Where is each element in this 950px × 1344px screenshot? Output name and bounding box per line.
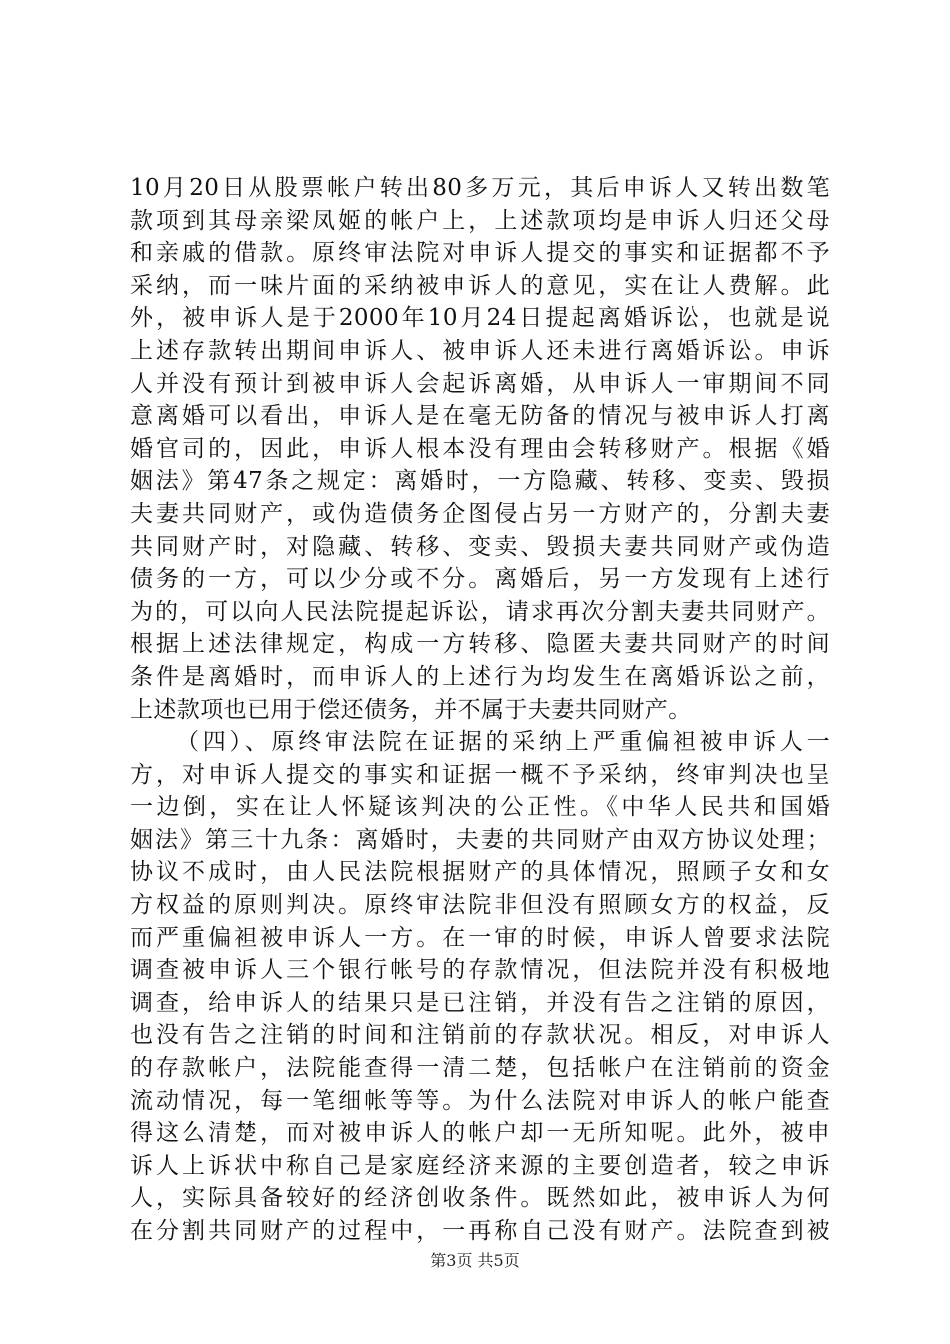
text-line: 夫妻共同财产，或伪造债务企图侵占另一方财产的，分割夫妻	[130, 500, 830, 527]
text-line: 上述存款转出期间申诉人、被申诉人还未进行离婚诉讼。申诉	[130, 337, 830, 364]
text-line: 债务的一方，可以少分或不分。离婚后，另一方发现有上述行	[130, 566, 830, 593]
text-line: 的存款帐户，法院能查得一清二楚，包括帐户在注销前的资金	[130, 1055, 830, 1082]
text-line: 采纳，而一味片面的采纳被申诉人的意见，实在让人费解。此	[130, 272, 830, 299]
text-line: 人，实际具备较好的经济创收条件。既然如此，被申诉人为何	[130, 1185, 830, 1212]
paragraph-2	[130, 726, 830, 1248]
paragraph-1	[130, 172, 830, 726]
text-line: 调查被申诉人三个银行帐号的存款情况，但法院并没有积极地	[130, 957, 830, 984]
text-line: 在分割共同财产的过程中，一再称自己没有财产。法院查到被	[130, 1218, 830, 1244]
text-line: 条件是离婚时，而申诉人的上述行为均发生在离婚诉讼之前，	[130, 663, 830, 690]
text-line: 和亲戚的借款。原终审法院对申诉人提交的事实和证据都不予	[130, 240, 830, 267]
text-line: 诉人上诉状中称自己是家庭经济来源的主要创造者，较之申诉	[130, 1152, 830, 1179]
text-line: （四）、原终审法院在证据的采纳上严重偏袒被申诉人一	[176, 729, 830, 756]
text-line: 上述款项也已用于偿还债务，并不属于夫妻共同财产。	[130, 696, 692, 723]
text-line: 姻法》第三十九条：离婚时，夫妻的共同财产由双方协议处理；	[130, 826, 830, 853]
text-line: 方，对申诉人提交的事实和证据一概不予采纳，终审判决也呈	[130, 761, 830, 788]
text-line: 得这么清楚，而对被申诉人的帐户却一无所知呢。此外，被申	[130, 1120, 830, 1147]
text-line: 调查，给申诉人的结果只是已注销，并没有告之注销的原因，	[130, 989, 830, 1016]
text-line: 而严重偏袒被申诉人一方。在一审的时候，申诉人曾要求法院	[130, 924, 830, 951]
text-line: 意离婚可以看出，申诉人是在毫无防备的情况与被申诉人打离	[130, 403, 830, 430]
text-line: 协议不成时，由人民法院根据财产的具体情况，照顾子女和女	[130, 859, 830, 886]
text-line: 外，被申诉人是于2000年10月24日提起离婚诉讼，也就是说	[130, 305, 830, 332]
text-line: 为的，可以向人民法院提起诉讼，请求再次分割夫妻共同财产。	[130, 598, 830, 625]
text-line: 婚官司的，因此，申诉人根本没有理由会转移财产。根据《婚	[130, 435, 830, 462]
text-line: 姻法》第47条之规定：离婚时，一方隐藏、转移、变卖、毁损	[130, 468, 830, 495]
text-line: 也没有告之注销的时间和注销前的存款状况。相反，对申诉人	[130, 1022, 830, 1049]
text-line: 10月20日从股票帐户转出80多万元，其后申诉人又转出数笔	[130, 175, 830, 201]
text-line: 流动情况，每一笔细帐等等。为什么法院对申诉人的帐户能查	[130, 1087, 830, 1114]
text-line: 款项到其母亲梁凤姬的帐户上，上述款项均是申诉人归还父母	[130, 207, 830, 234]
page-number-footer: 第3页 共5页	[430, 1251, 520, 1270]
text-line: 根据上述法律规定，构成一方转移、隐匿夫妻共同财产的时间	[130, 631, 830, 658]
document-body	[130, 172, 830, 1248]
text-line: 共同财产时，对隐藏、转移、变卖、毁损夫妻共同财产或伪造	[130, 533, 830, 560]
text-line: 人并没有预计到被申诉人会起诉离婚，从申诉人一审期间不同	[130, 370, 830, 397]
text-line: 一边倒，实在让人怀疑该判决的公正性。《中华人民共和国婚	[130, 794, 830, 821]
text-line: 方权益的原则判决。原终审法院非但没有照顾女方的权益，反	[130, 892, 830, 919]
